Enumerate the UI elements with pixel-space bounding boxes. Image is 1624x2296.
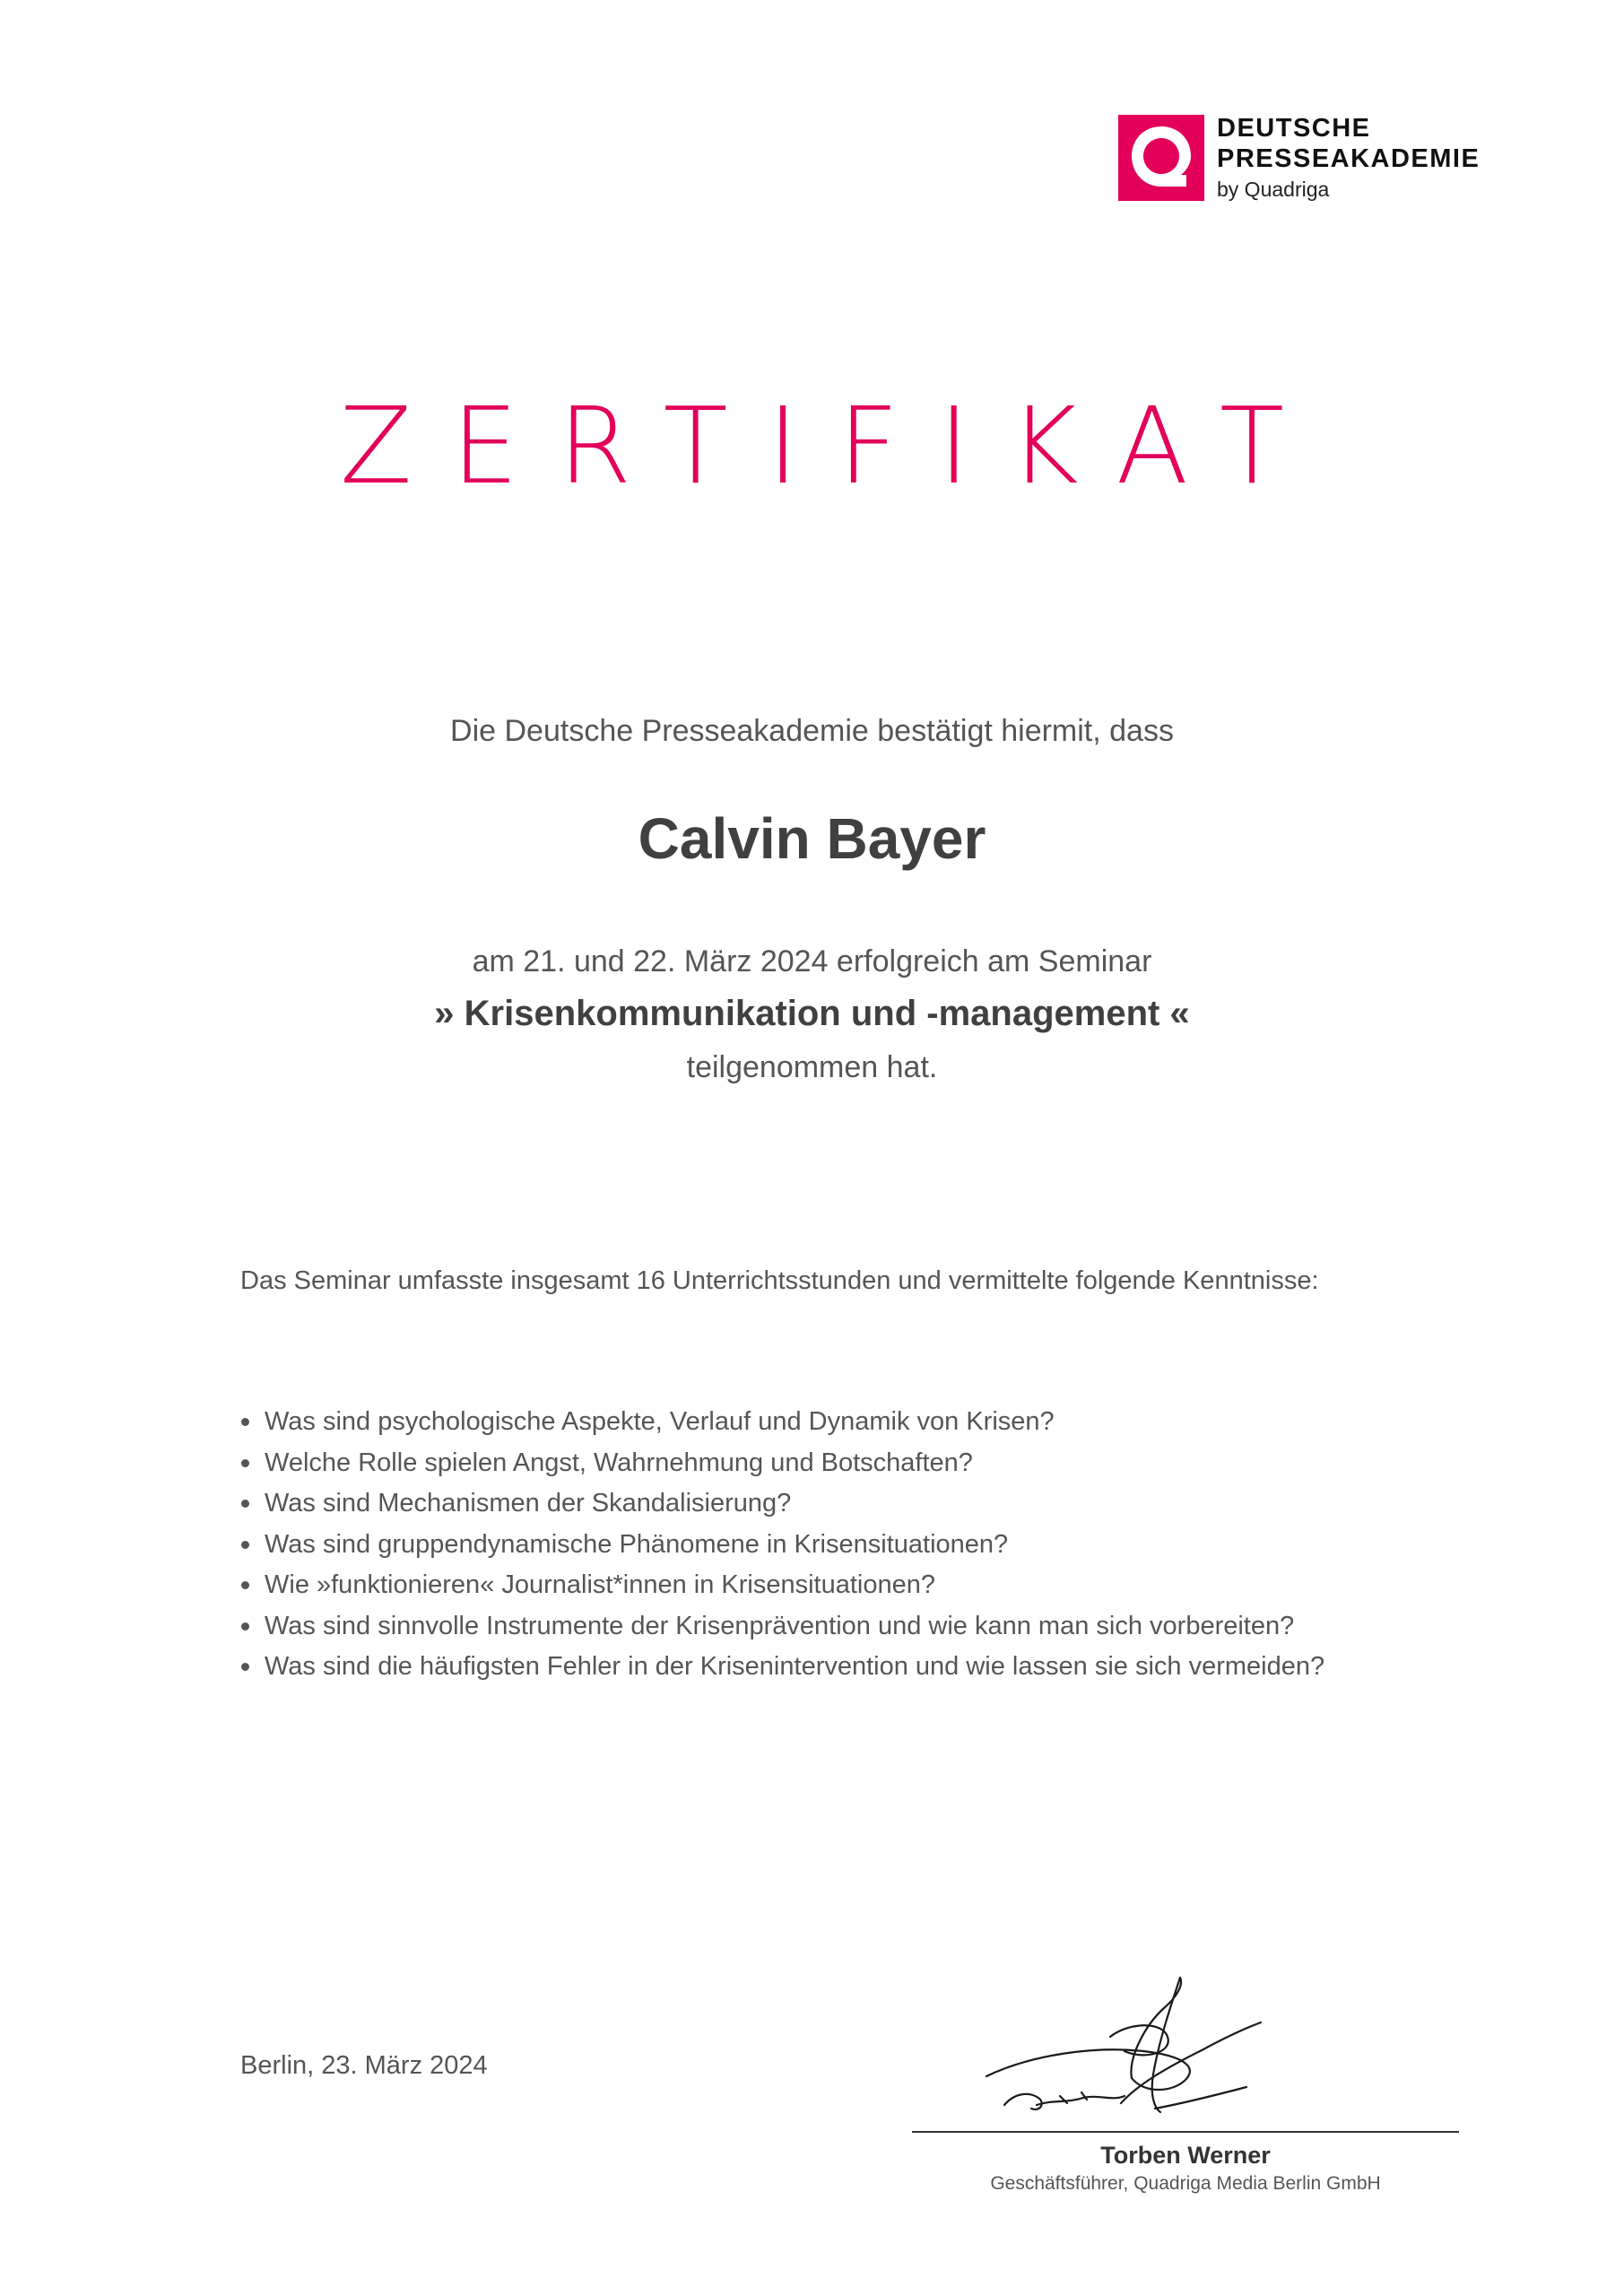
seminar-summary: Das Seminar umfasste insgesamt 16 Unterrichtsstunden und vermittelte folgende Kenntnisse: (240, 1266, 1319, 1295)
topic-text: Was sind sinnvolle Instrumente der Krisenprävention und wie kann man sich vorbereiten? (265, 1611, 1295, 1640)
list-item (240, 1565, 1324, 1606)
topic-text: Was sind Mechanismen der Skandalisierung? (265, 1489, 792, 1518)
list-item (240, 1647, 1324, 1688)
date-line: am 21. und 22. März 2024 erfolgreich am Seminar (472, 944, 1152, 978)
topic-text: Was sind die häufigsten Fehler in der Krisenintervention und wie lassen sie sich vermeiden? (265, 1652, 1325, 1681)
logo-line-3: by Quadriga (1217, 178, 1330, 201)
place-date: Berlin, 23. März 2024 (240, 2051, 488, 2080)
bullet-icon (241, 1418, 249, 1426)
logo-mark-icon (1118, 115, 1204, 201)
bullet-icon (241, 1581, 249, 1589)
bullet-icon (241, 1622, 249, 1631)
closing-text: teilgenommen hat. (686, 1050, 938, 1084)
seminar-title: » Krisenkommunikation und -management « (434, 994, 1190, 1033)
list-item (240, 1606, 1324, 1648)
list-item (240, 1443, 1324, 1484)
bullet-icon (241, 1500, 249, 1508)
topic-text: Welche Rolle spielen Angst, Wahrnehmung und Botschaften? (265, 1448, 973, 1477)
signature-image (977, 1969, 1273, 2126)
topic-text: Was sind psychologische Aspekte, Verlauf und Dynamik von Krisen? (265, 1407, 1055, 1436)
logo-line-2: PRESSEAKADEMIE (1217, 144, 1481, 173)
bullet-icon (241, 1459, 249, 1467)
participant-name: Calvin Bayer (638, 806, 986, 871)
list-item (240, 1483, 1324, 1525)
signature-line (912, 2131, 1459, 2133)
signer-role: Geschäftsführer, Quadriga Media Berlin GmbH (990, 2173, 1381, 2194)
topics-list (240, 1402, 1324, 1688)
topic-text: Was sind gruppendynamische Phänomene in Krisensituationen? (265, 1529, 1009, 1559)
intro-text: Die Deutsche Presseakademie bestätigt hiermit, dass (450, 714, 1174, 748)
bullet-icon (241, 1663, 249, 1671)
topic-text: Wie »funktionieren« Journalist*innen in Krisensituationen? (265, 1570, 936, 1599)
list-item (240, 1525, 1324, 1566)
logo-line-1: DEUTSCHE (1217, 114, 1371, 143)
logo-text (1217, 113, 1480, 204)
signer-name: Torben Werner (1100, 2142, 1271, 2169)
certificate-title: ZERTIFIKAT (339, 384, 1324, 508)
list-item (240, 1402, 1324, 1443)
bullet-icon (241, 1541, 249, 1549)
logo (1118, 115, 1522, 204)
